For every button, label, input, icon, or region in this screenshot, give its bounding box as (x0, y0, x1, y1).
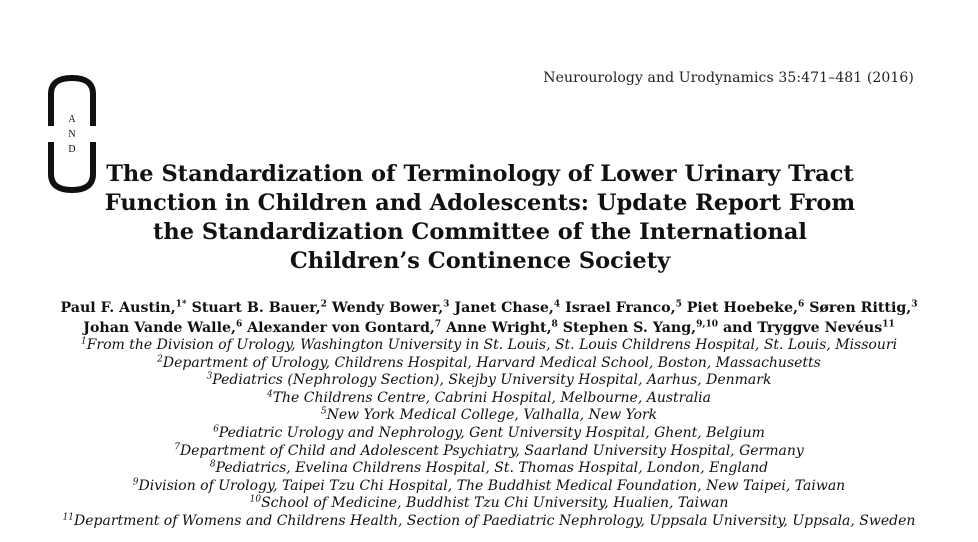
affiliation-number: 9 (132, 477, 139, 488)
affiliation-line (20, 407, 958, 425)
affiliation-number: 10 (249, 494, 262, 505)
author-affiliation-mark: 3 (443, 299, 450, 310)
author-name: and Tryggve Nevéus (718, 320, 883, 336)
affiliation-number: 3 (206, 371, 213, 382)
affiliation-number: 6 (213, 424, 219, 435)
affiliation-line (20, 443, 958, 461)
journal-logo (48, 74, 96, 194)
affiliation-text: From the Division of Urology, Washington University in St. Louis, St. Louis Childrens Hospital, St. Louis, Missouri (86, 337, 898, 353)
affiliation-line (20, 372, 958, 390)
affiliation-number: 11 (62, 512, 75, 523)
title-line: the Standardization Committee of the International (153, 219, 807, 245)
author-name: Paul F. Austin, (60, 300, 176, 316)
affiliation-text: Department of Womens and Childrens Health, Section of Paediatric Nephrology, Uppsala University, Uppsala, Sweden (74, 512, 916, 529)
author-name: Johan Vande Walle, (83, 320, 236, 336)
author-affiliation-mark: 11 (882, 319, 895, 330)
logo-letter-n: N (68, 129, 76, 140)
author-affiliation-mark: 6 (797, 299, 805, 310)
affiliation-number: 4 (266, 389, 273, 400)
author-list (20, 298, 958, 338)
affiliation-text: New York Medical College, Valhalla, New York (326, 407, 658, 424)
affiliation-line (20, 337, 958, 355)
author-affiliation-mark: 7 (434, 319, 442, 330)
affiliation-text: School of Medicine, Buddhist Tzu Chi University, Hualien, Taiwan (261, 495, 729, 512)
affiliation-text: The Childrens Centre, Cabrini Hospital, Melbourne, Australia (272, 389, 712, 406)
affiliation-number: 1 (80, 336, 87, 347)
affiliation-list (20, 337, 958, 531)
author-line-1 (20, 298, 958, 318)
author-name: Israel Franco, (560, 300, 676, 316)
author-name: Wendy Bower, (326, 300, 444, 316)
affiliation-text: Pediatrics, Evelina Childrens Hospital, St. Thomas Hospital, London, England (215, 460, 769, 477)
author-affiliation-mark: 3 (911, 299, 918, 310)
author-affiliation-mark: 6 (235, 319, 243, 330)
affiliation-line (20, 425, 958, 443)
author-affiliation-mark: 4 (553, 299, 561, 310)
affiliation-text: Department of Child and Adolescent Psychiatry, Saarland University Hospital, Germany (179, 442, 804, 459)
author-name: Stuart B. Bauer, (186, 300, 321, 316)
affiliation-number: 5 (320, 406, 327, 417)
author-name: Piet Hoebeke, (681, 300, 798, 316)
affiliation-text: Division of Urology, Taipei Tzu Chi Hospital, The Buddhist Medical Foundation, New Taipei, Taiwan (138, 477, 846, 494)
author-affiliation-mark: 8 (551, 319, 558, 330)
author-name: Alexander von Gontard, (242, 320, 435, 336)
affiliation-number: 8 (209, 459, 216, 470)
affiliation-line (20, 513, 958, 531)
affiliation-line (20, 390, 958, 408)
author-name: Anne Wright, (441, 320, 552, 336)
article-title (100, 160, 860, 276)
author-name: Søren Rittig, (804, 300, 912, 316)
author-name: Janet Chase, (449, 300, 554, 316)
affiliation-text: Pediatrics (Nephrology Section), Skejby University Hospital, Aarhus, Denmark (212, 372, 772, 389)
title-line: Children’s Continence Society (289, 248, 671, 274)
author-affiliation-mark: 2 (320, 299, 327, 310)
author-affiliation-mark: 1* (175, 299, 187, 310)
title-line: Function in Children and Adolescents: Update Report From (104, 190, 856, 216)
affiliation-line (20, 495, 958, 513)
title-line: The Standardization of Terminology of Lower Urinary Tract (106, 161, 854, 187)
author-affiliation-mark: 5 (675, 299, 682, 310)
journal-reference: Neurourology and Urodynamics 35:471–481 (2016) (543, 70, 914, 86)
author-affiliation-mark: 9,10 (696, 319, 719, 330)
affiliation-text: Department of Urology, Childrens Hospital, Harvard Medical School, Boston, Massachusetts (162, 354, 821, 371)
affiliation-line (20, 460, 958, 478)
logo-letter-a: A (68, 114, 76, 125)
affiliation-line (20, 355, 958, 373)
affiliation-number: 7 (174, 441, 180, 452)
affiliation-text: Pediatric Urology and Nephrology, Gent University Hospital, Ghent, Belgium (218, 424, 765, 441)
affiliation-number: 2 (157, 353, 163, 364)
author-line-2 (20, 318, 958, 338)
affiliation-line (20, 478, 958, 496)
author-name: Stephen S. Yang, (557, 320, 697, 336)
logo-letter-d: D (68, 144, 76, 155)
